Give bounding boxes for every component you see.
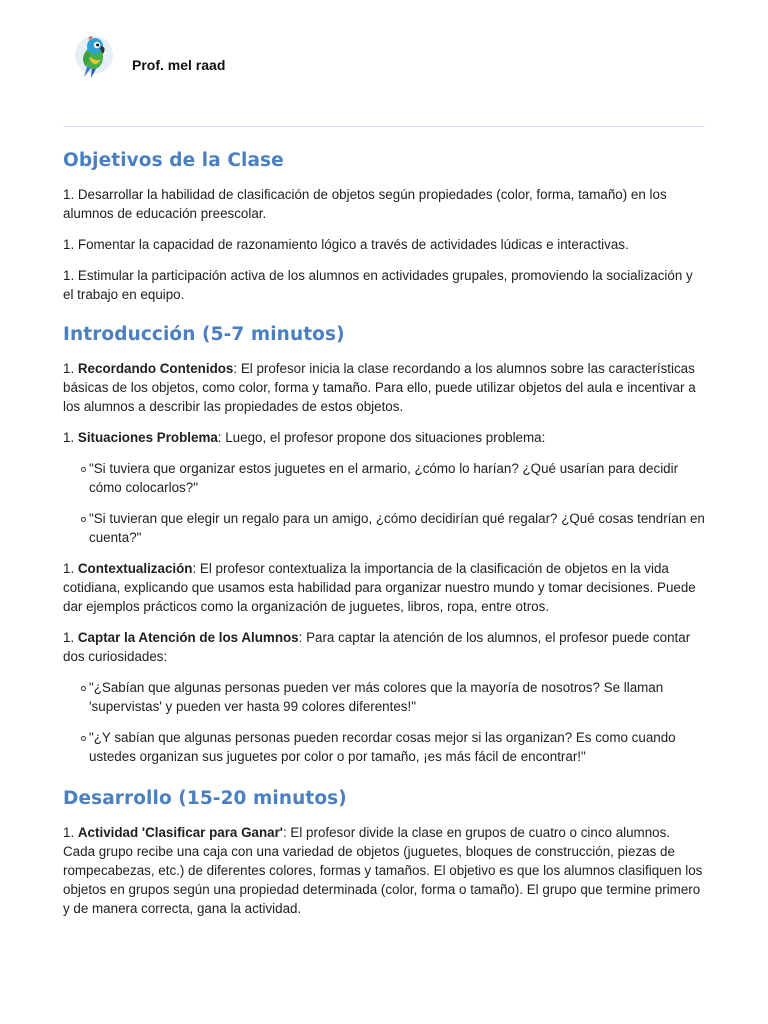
objective-item: 1. Estimular la participación activa de los alumnos en actividades grupales, promoviendo la socialización y el trabajo en equipo. bbox=[63, 268, 693, 302]
item-text: : Para captar la atención de los alumnos, el profesor puede contar dos curiosidades: bbox=[63, 630, 691, 664]
author-header bbox=[74, 30, 226, 90]
section-title-intro: Introducción (5-7 minutos) bbox=[63, 324, 345, 345]
item-heading: Contextualización bbox=[77, 561, 193, 576]
intro-item-situaciones bbox=[63, 428, 705, 447]
item-text: : El profesor contextualiza la importancia de la clasificación de objetos en la vida cotidiana, explicando que usamos esta habilidad para organizar nuestro mundo y tomar decisiones. Puede dar ejemplos prácticos como la organización de juguetes, libros, ropa, entre otros. bbox=[63, 561, 696, 614]
problem-text: "Si tuvieran que elegir un regalo para un amigo, ¿cómo decidirían qué regalar? ¿Qué cosas tendrían en cuenta?" bbox=[89, 511, 705, 545]
objective-item: 1. Fomentar la capacidad de razonamiento lógico a través de actividades lúdicas e interactivas. bbox=[63, 237, 629, 252]
list-item bbox=[81, 728, 705, 766]
header-divider bbox=[63, 126, 705, 127]
section-title-objectives: Objetivos de la Clase bbox=[63, 150, 284, 171]
intro-item-captar bbox=[63, 628, 705, 666]
list-item bbox=[81, 678, 705, 716]
item-number: 1. bbox=[63, 630, 78, 645]
problem-list bbox=[63, 459, 705, 547]
item-number: 1. bbox=[63, 361, 78, 376]
problem-text: "Si tuviera que organizar estos juguetes en el armario, ¿cómo lo harían? ¿Qué usarían para decidir cómo colocarlos?" bbox=[89, 461, 679, 495]
objectives-section bbox=[63, 150, 705, 304]
development-item bbox=[63, 823, 705, 918]
item-heading: Recordando Contenidos bbox=[77, 361, 234, 376]
section-title-development: Desarrollo (15-20 minutos) bbox=[63, 788, 347, 809]
item-text: : El profesor inicia la clase recordando a los alumnos sobre las características básicas de los objetos, como color, forma y tamaño. Para ello, puede utilizar objetos del aula e incentivar a los alumnos a describir las propiedades de estos objetos. bbox=[63, 361, 696, 414]
item-heading: Captar la Atención de los Alumnos bbox=[77, 630, 299, 645]
intro-item-contextualizacion bbox=[63, 559, 705, 616]
item-heading: Situaciones Problema bbox=[77, 430, 218, 445]
curiosity-text: "¿Sabían que algunas personas pueden ver más colores que la mayoría de nosotros? Se llaman 'supervistas' y pueden ver hasta 99 colores diferentes!" bbox=[89, 680, 664, 714]
document-body bbox=[63, 150, 705, 930]
curiosity-list bbox=[63, 678, 705, 766]
list-item bbox=[81, 509, 705, 547]
item-text: : El profesor divide la clase en grupos de cuatro o cinco alumnos. Cada grupo recibe una caja con una variedad de objetos (juguetes, bloques de construcción, piezas de rompecabezas, etc.) de diferentes colores, formas y tamaños. El objetivo es que los alumnos clasifiquen los objetos en grupos según una propiedad determinada (color, forma o tamaño). El grupo que termine primero y de manera correcta, gana la actividad. bbox=[63, 825, 703, 916]
item-number: 1. bbox=[63, 561, 78, 576]
objective-item: 1. Desarrollar la habilidad de clasificación de objetos según propiedades (color, forma, tamaño) en los alumnos de educación preescolar. bbox=[63, 187, 667, 221]
item-heading: Actividad 'Clasificar para Ganar' bbox=[77, 825, 283, 840]
list-item bbox=[81, 459, 705, 497]
intro-section bbox=[63, 324, 705, 766]
item-text: : Luego, el profesor propone dos situaciones problema: bbox=[217, 430, 546, 445]
parrot-icon bbox=[74, 33, 114, 77]
curiosity-text: "¿Y sabían que algunas personas pueden recordar cosas mejor si las organizan? Es como cuando ustedes organizan sus juguetes por color o por tamaño, ¡es más fácil de encontrar!" bbox=[89, 730, 676, 764]
item-number: 1. bbox=[63, 825, 78, 840]
development-section bbox=[63, 788, 705, 918]
intro-item-recordando bbox=[63, 359, 705, 416]
item-number: 1. bbox=[63, 430, 78, 445]
author-name: Prof. mel raad bbox=[132, 57, 226, 73]
